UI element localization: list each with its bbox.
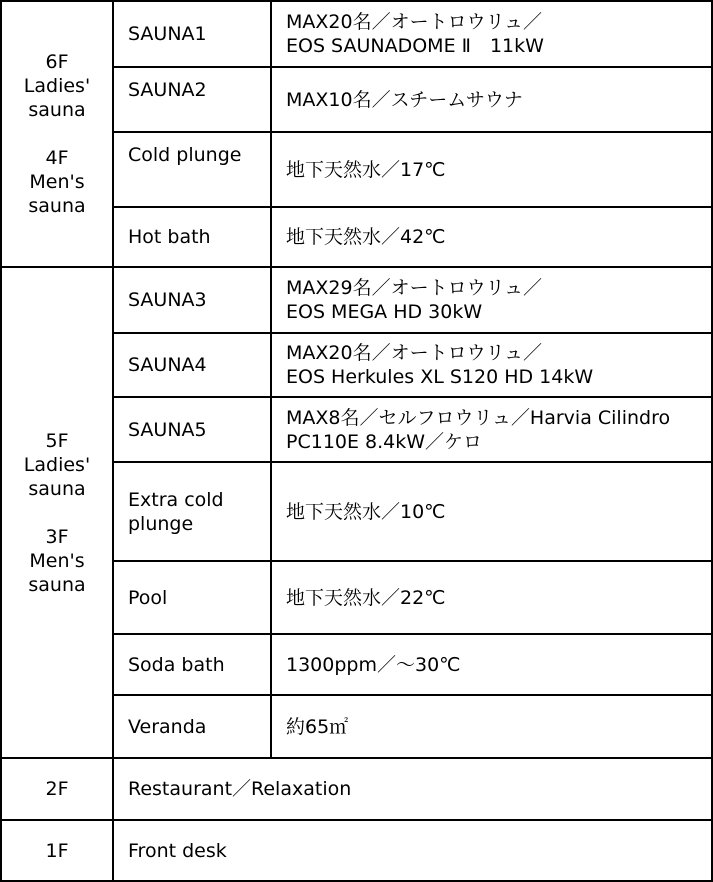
facility-name: SAUNA5 — [113, 397, 271, 462]
facility-name: Pool — [113, 561, 271, 634]
floor-label-ladies: 6F Ladies' sauna — [23, 51, 91, 121]
detail-line: 地下天然水／10℃ — [286, 500, 446, 523]
detail-line: 地下天然水／17℃ — [286, 158, 446, 181]
facility-name: Restaurant／Relaxation — [113, 758, 712, 820]
floor-cell-1f: 1F — [1, 820, 113, 881]
facility-detail — [271, 132, 712, 207]
detail-line: MAX20名／オートロウリュ／ — [286, 11, 543, 33]
facility-name: SAUNA3 — [113, 267, 271, 333]
facility-detail — [271, 561, 712, 634]
detail-line: MAX10名／スチームサウナ — [286, 88, 523, 111]
facility-name: Cold plunge — [113, 132, 271, 207]
facility-name: Soda bath — [113, 634, 271, 695]
facility-name: SAUNA4 — [113, 333, 271, 397]
detail-line: MAX29名／オートロウリュ／ — [286, 277, 543, 299]
detail-line: EOS Herkules XL S120 HD 14kW — [286, 366, 594, 388]
floor-cell-2f: 2F — [1, 758, 113, 820]
facility-detail — [271, 397, 712, 462]
table-row — [1, 1, 712, 67]
facility-name: SAUNA2 — [113, 67, 271, 132]
facility-detail — [271, 1, 712, 67]
facility-detail — [271, 67, 712, 132]
table-row — [1, 820, 712, 881]
facility-name: Front desk — [113, 820, 712, 881]
facility-detail — [271, 333, 712, 397]
detail-line: MAX20名／オートロウリュ／ — [286, 342, 543, 364]
facility-name: Veranda — [113, 695, 271, 758]
facility-detail — [271, 462, 712, 561]
floor-label-mens: 3F Men's sauna — [28, 525, 86, 596]
floor-label-mens: 4F Men's sauna — [28, 147, 86, 217]
detail-line: 地下天然水／22℃ — [286, 586, 446, 609]
table-row — [1, 758, 712, 820]
detail-line: 地下天然水／42℃ — [286, 226, 446, 248]
table-row — [1, 267, 712, 333]
detail-line: 1300ppm／～30℃ — [286, 653, 461, 676]
facility-name: Hot bath — [113, 207, 271, 267]
facility-name: Extra cold plunge — [113, 462, 271, 561]
floor-label-ladies: 5F Ladies' sauna — [23, 429, 91, 500]
facility-detail — [271, 634, 712, 695]
facility-detail — [271, 267, 712, 333]
facility-name: SAUNA1 — [113, 1, 271, 67]
floor-cell-6f-4f — [1, 1, 113, 267]
detail-line: PC110E 8.4kW／ケロ — [286, 430, 483, 453]
detail-line: EOS SAUNADOME Ⅱ 11kW — [286, 35, 544, 57]
facility-detail — [271, 695, 712, 758]
floor-cell-5f-3f — [1, 267, 113, 758]
facility-detail — [271, 207, 712, 267]
detail-line: EOS MEGA HD 30kW — [286, 301, 483, 323]
detail-line: 約65㎡ — [286, 715, 349, 738]
detail-line: MAX8名／セルフロウリュ／Harvia Cilindro — [286, 406, 671, 429]
